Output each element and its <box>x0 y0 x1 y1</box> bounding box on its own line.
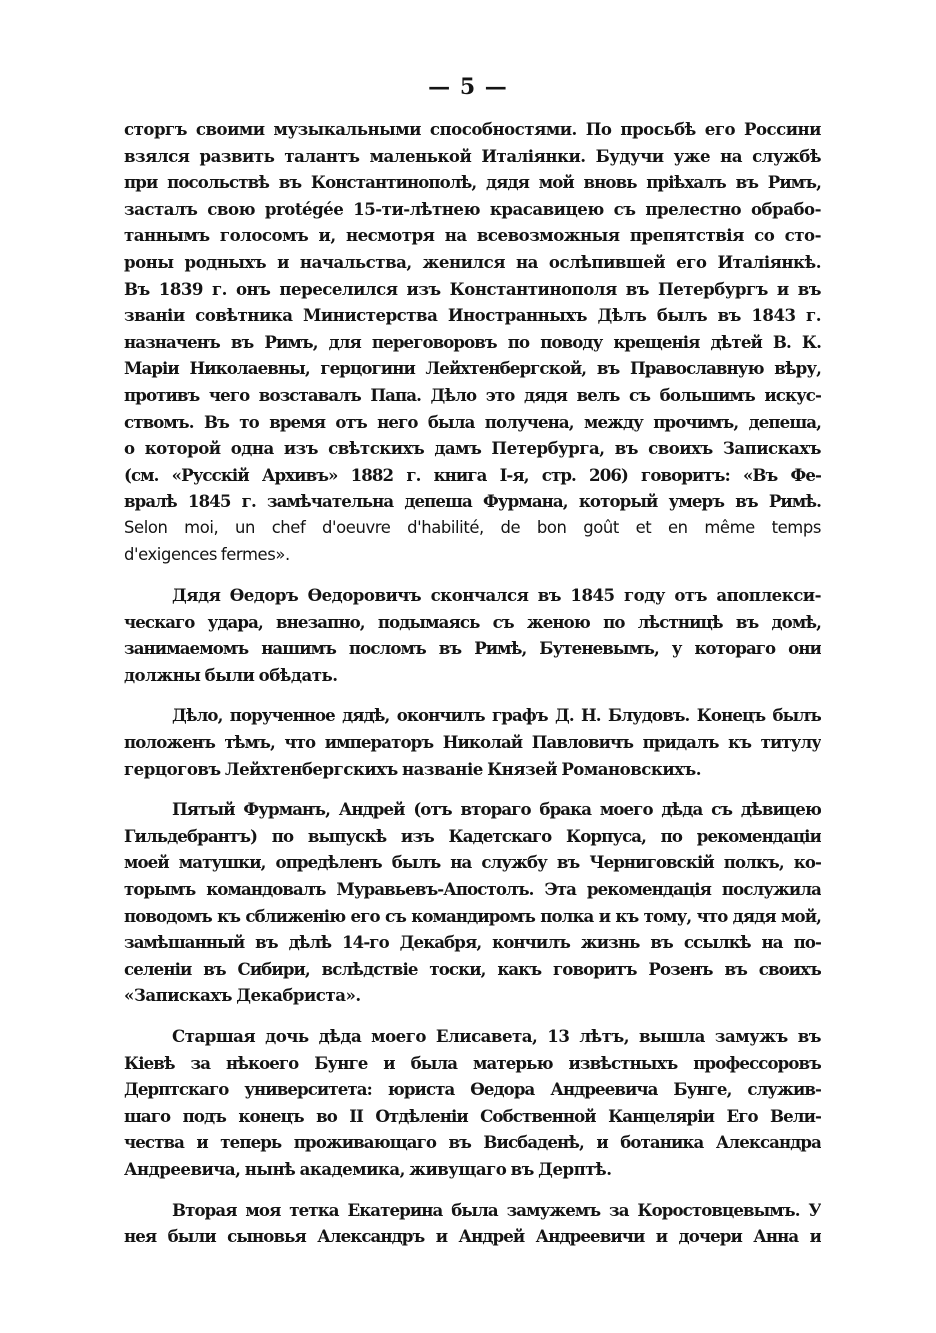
text-line: взялся развить талантъ маленькой Италіянки. Будучи уже на службѣ <box>124 145 821 166</box>
paragraph <box>124 1023 821 1183</box>
text-line: чества и теперь проживающаго въ Висбаденѣ, и ботаника Александра <box>124 1132 821 1153</box>
text-line: Гильдебрантъ) по выпускѣ изъ Кадетскаго Корпуса, по рекомендаціи <box>124 825 821 846</box>
text-line: назначенъ въ Римъ, для переговоровъ по поводу крещенія дѣтей В. К. <box>124 331 821 352</box>
text-line: селеніи въ Сибири, вслѣдствіе тоски, какъ говоритъ Розенъ въ своихъ <box>124 958 821 979</box>
text-line: положенъ тѣмъ, что императоръ Николай Павловичъ придалъ къ титулу <box>124 732 821 753</box>
text-line: Selon moi, un chef d'oeuvre d'habilité, de bon goût et en même temps <box>124 517 821 537</box>
text-line: герцоговъ Лейхтенбергскихъ названіе Князей Романовскихъ. <box>124 758 702 779</box>
text-line: сторгъ своими музыкальными способностями. По просьбѣ его Россини <box>124 119 821 139</box>
text-line: Кіевѣ за нѣкоего Бунге и была матерью извѣстныхъ профессоровъ <box>124 1052 821 1073</box>
text-line: ческаго удара, внезапно, подымаясь съ женою по лѣстницѣ въ домѣ, <box>124 611 821 632</box>
text-line: Вторая моя тетка Екатерина была замужемъ за Коростовцевымъ. У <box>172 1199 821 1220</box>
text-line: «Запискахъ Декабриста». <box>124 985 361 1006</box>
text-line: должны были обѣдать. <box>124 664 338 685</box>
text-line: занимаемомъ нашимъ посломъ въ Римѣ, Бутеневымъ, у котораго они <box>124 638 821 659</box>
text-line: замѣшанный въ дѣлѣ 14-го Декабря, кончилъ жизнь въ ссылкѣ на по- <box>124 932 821 953</box>
text-line: (см. «Русскій Архивъ» 1882 г. книга І-я, стр. 206) говоритъ: «Въ Фе- <box>124 464 821 485</box>
text-line: при посольствѣ въ Константинополѣ, дядя мой вновь пріѣхалъ въ Римъ, <box>124 172 821 193</box>
text-line: d'exigences fermes». <box>124 544 290 564</box>
text-line: Пятый Фурманъ, Андрей (отъ втораго брака моего дѣда съ дѣвицею <box>172 799 821 820</box>
text-line: Въ 1839 г. онъ переселился изъ Константинополя въ Петербургъ и въ <box>124 278 821 299</box>
text-line: званіи совѣтника Министерства Иностранныхъ Дѣлъ былъ въ 1843 г. <box>124 305 821 326</box>
paragraph <box>124 702 821 782</box>
text-line: таннымъ голосомъ и, несмотря на всевозможныя препятствія со сто- <box>124 225 821 246</box>
body-text <box>124 116 821 1250</box>
text-line: торымъ командовалъ Муравьевъ-Апостолъ. Эта рекомендація послужила <box>124 879 821 900</box>
text-line: о которой одна изъ свѣтскихъ дамъ Петербурга, въ своихъ Запискахъ <box>124 438 821 459</box>
paragraph <box>124 116 821 568</box>
text-line: засталъ свою protégée 15-ти-лѣтнею красавицею съ прелестно обрабо- <box>124 198 821 219</box>
text-line: ствомъ. Въ то время отъ него была получена, между прочимъ, депеша, <box>124 411 821 432</box>
text-line: роны родныхъ и начальства, женился на ослѣпившей его Италіянкѣ. <box>124 251 821 272</box>
text-line: Маріи Николаевны, герцогини Лейхтенбергской, въ Православную вѣру, <box>124 358 821 379</box>
paragraph <box>124 796 821 1009</box>
text-line: нея были сыновья Александръ и Андрей Андреевичи и дочери Анна и <box>124 1226 821 1247</box>
text-line: Дѣло, порученное дядѣ, окончилъ графъ Д. Н. Блудовъ. Конецъ былъ <box>172 705 821 726</box>
text-line: противъ чего возставалъ Папа. Дѣло это дядя велъ съ большимъ искус- <box>124 384 821 405</box>
text-line: шаго подъ конецъ во II Отдѣленіи Собственной Канцеляріи Его Вели- <box>124 1105 821 1126</box>
text-line: Старшая дочь дѣда моего Елисавета, 13 лѣтъ, вышла замужъ въ <box>172 1026 821 1046</box>
page-number: — 5 — <box>428 74 508 100</box>
paragraph <box>124 1197 821 1250</box>
paragraph <box>124 582 821 688</box>
text-line: Дерптскаго университета: юриста Ѳедора Андреевича Бунге, служив- <box>124 1079 821 1100</box>
text-line: Дядя Ѳедоръ Ѳедоровичъ скончался въ 1845 году отъ апоплекси- <box>172 585 821 606</box>
text-line: Андреевича, нынѣ академика, живущаго въ Дерптѣ. <box>124 1158 612 1179</box>
text-line: моей матушки, опредѣленъ былъ на службу въ Черниговскій полкъ, ко- <box>124 852 821 873</box>
text-line: поводомъ къ сближенію его съ командиромъ полка и къ тому, что дядя мой, <box>124 905 821 926</box>
text-line: вралѣ 1845 г. замѣчательна депеша Фурмана, который умеръ въ Римѣ. <box>124 491 821 512</box>
